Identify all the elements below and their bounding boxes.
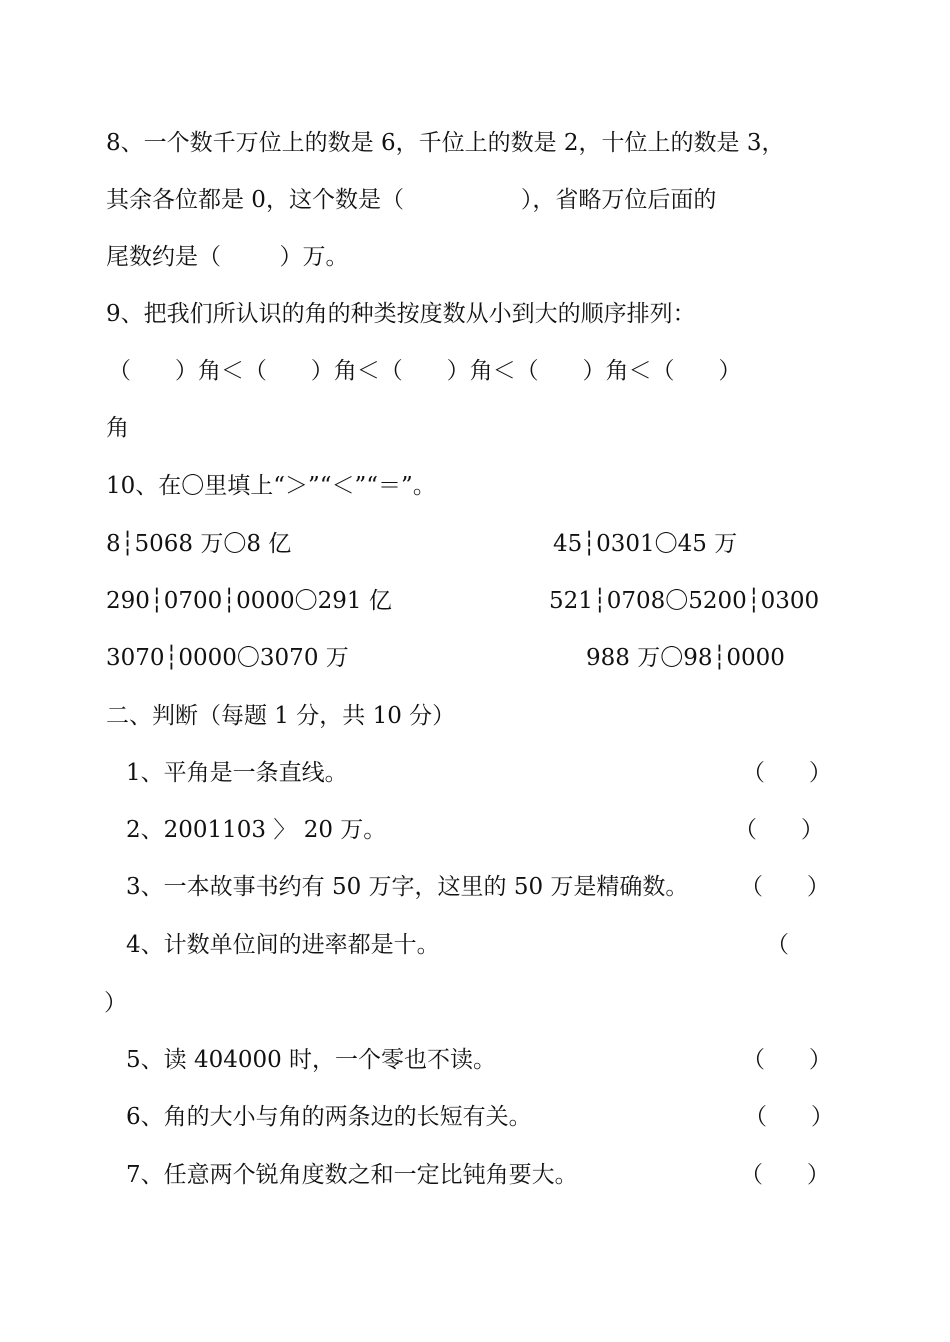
judge-item-1-text: 1、平角是一条直线。 — [126, 760, 348, 786]
judge-item-2-text: 2、2001103 〉 20 万。 — [126, 817, 387, 843]
q10-row-3-left: 3070┆0000〇3070 万 — [106, 645, 349, 671]
q10-row-1-left: 8┆5068 万〇8 亿 — [106, 531, 292, 557]
judge-item-4-blank: （ — [766, 932, 789, 958]
judge-item-6-blank: （ ） — [744, 1104, 834, 1130]
q9-line-3: 角 — [106, 415, 129, 441]
q10-row-2-right: 521┆0708〇5200┆0300 — [549, 588, 820, 614]
q10-row-2-left: 290┆0700┆0000〇291 亿 — [106, 588, 392, 614]
judge-item-7-blank: （ ） — [740, 1162, 830, 1188]
judge-item-3-text: 3、一本故事书约有 50 万字，这里的 50 万是精确数。 — [126, 874, 689, 900]
q8-line-2: 其余各位都是 0，这个数是（ ），省略万位后面的 — [106, 187, 717, 213]
judge-item-5-blank: （ ） — [742, 1047, 832, 1073]
section2-heading: 二、判断（每题 1 分，共 10 分） — [106, 703, 456, 729]
q10-row-3-right: 988 万〇98┆0000 — [586, 645, 785, 671]
judge-item-6-text: 6、角的大小与角的两条边的长短有关。 — [126, 1104, 532, 1130]
q10-row-1-right: 45┆0301〇45 万 — [553, 531, 738, 557]
judge-item-2-blank: （ ） — [734, 817, 824, 843]
judge-item-7-text: 7、任意两个锐角度数之和一定比钝角要大。 — [126, 1162, 578, 1188]
judge-item-1-blank: （ ） — [742, 760, 832, 786]
q10-title: 10、在〇里填上“＞”“＜”“＝”。 — [106, 473, 436, 499]
judge-item-4-wrap: ） — [104, 990, 127, 1016]
q9-line-1: 9、把我们所认识的角的种类按度数从小到大的顺序排列： — [106, 301, 696, 327]
judge-item-3-blank: （ ） — [740, 874, 830, 900]
q8-line-3: 尾数约是（ ）万。 — [106, 244, 349, 270]
judge-item-4-text: 4、计数单位间的进率都是十。 — [126, 932, 440, 958]
q9-line-2: （ ）角＜（ ）角＜（ ）角＜（ ）角＜（ ） — [108, 358, 742, 384]
q8-line-1: 8、一个数千万位上的数是 6，千位上的数是 2，十位上的数是 3， — [106, 130, 785, 156]
judge-item-5-text: 5、读 404000 时，一个零也不读。 — [126, 1047, 497, 1073]
